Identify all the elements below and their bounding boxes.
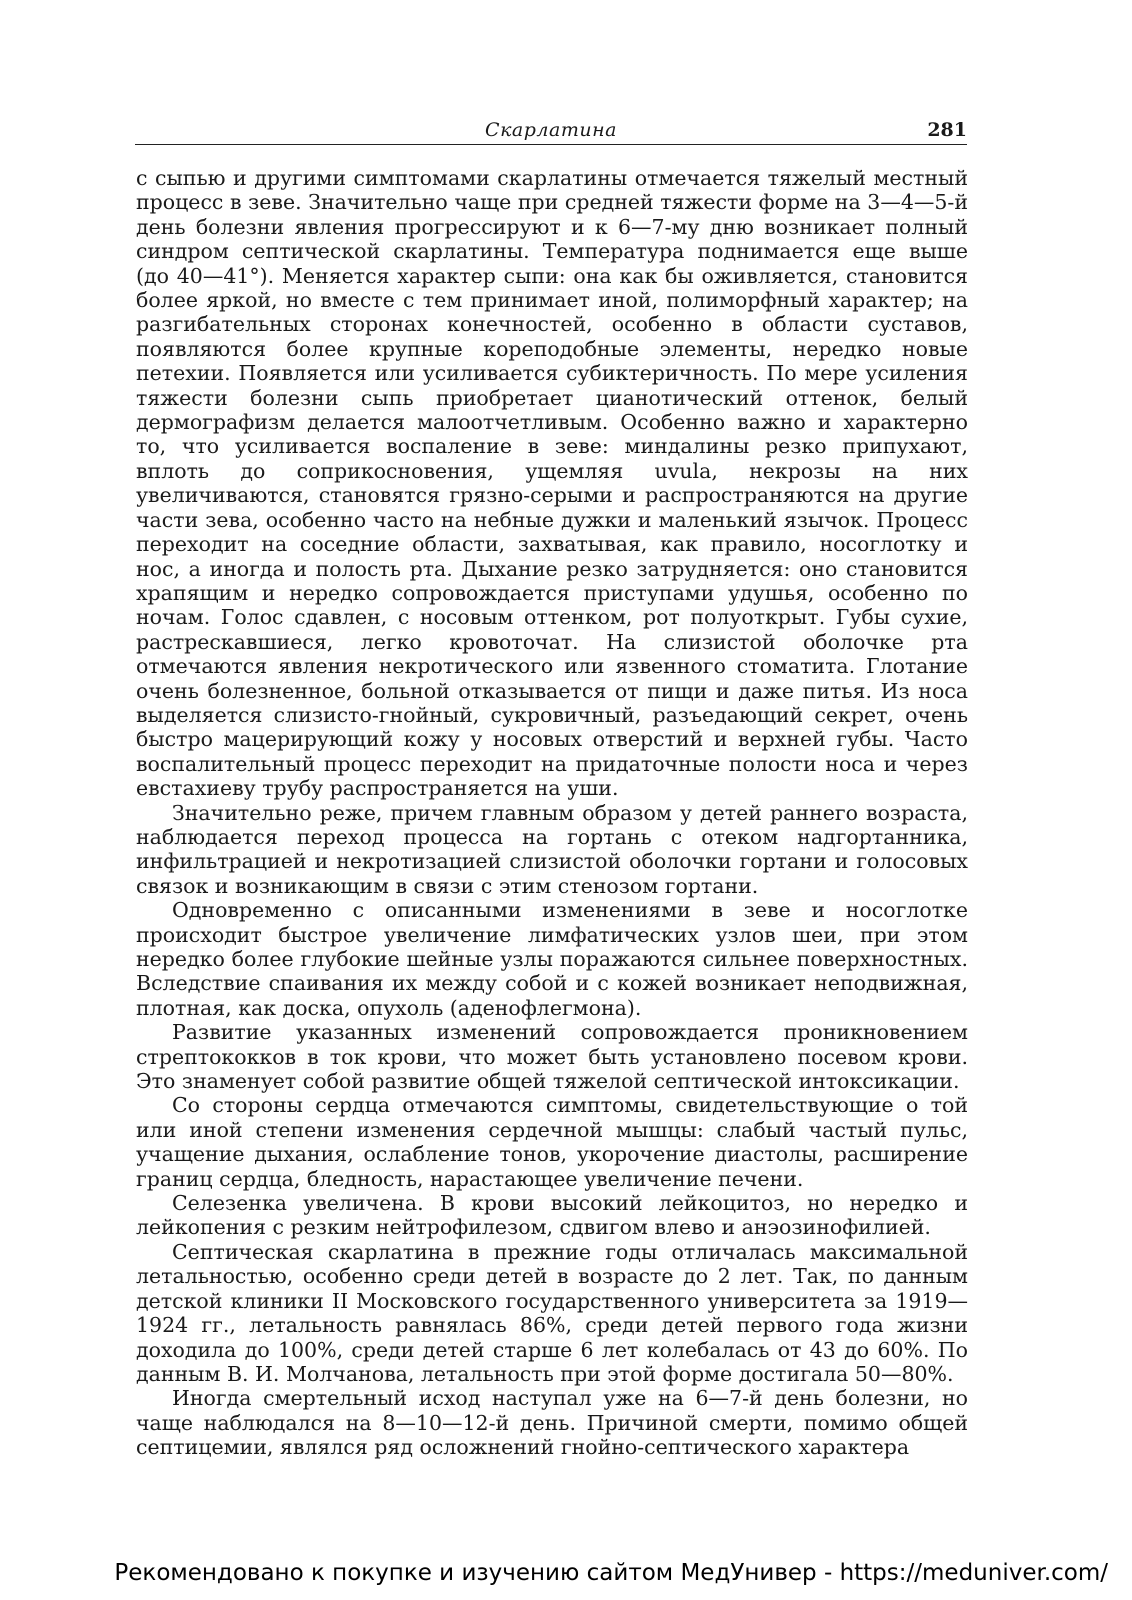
paragraph: с сыпью и другими симптомами скарлатины отмечается тяжелый местный процесс в зеве. Значительно чаще при средней тяжести форме на 3—4—5-й день болезни явления прогрессируют и к 6—7-му дню возникает полный синдром септической скарлатины. Температура поднимается еще выше (до 40—41°). Меняется характер сыпи: она как бы оживляется, становится более яркой, но вместе с тем принимает иной, полиморфный характер; на разгибательных сторонах конечностей, особенно в области суставов, появляются более крупные кореподобные элементы, нередко новые петехии. Появляется или усиливается субиктеричность. По мере усиления тяжести болезни сыпь приобретает цианотический оттенок, белый дермографизм делается малоотчетливым. Особенно важно и характерно то, что усиливается воспаление в зеве: миндалины резко припухают, вплоть до соприкосновения, ущемляя uvula, некрозы на них увеличиваются, становятся грязно-серыми и распространяются на другие части зева, особенно часто на небные дужки и маленький язычок. Процесс переходит на соседние области, захватывая, как правило, носоглотку и нос, а иногда и полость рта. Дыхание резко затрудняется: оно становится храпящим и нередко сопровождается приступами удушья, особенно по ночам. Голос сдавлен, с носовым оттенком, рот полуоткрыт. Губы сухие, растрескавшиеся, легко кровоточат. На слизистой оболочке рта отмечаются явления некротического или язвенного стоматита. Глотание очень болезненное, больной отказывается от пищи и даже питья. Из носа выделяется слизисто-гнойный, сукровичный, разъедающий секрет, очень быстро мацерирующий кожу у носовых отверстий и верхней губы. Часто воспалительный процесс переходит на придаточные полости носа и через евстахиеву трубу распространяется на уши. <box>136 166 968 801</box>
watermark-footer: Рекомендовано к покупке и изучению сайтом МедУнивер - https://meduniver.com/ <box>114 1560 1108 1586</box>
page-header <box>135 118 967 145</box>
paragraph: Селезенка увеличена. В крови высокий лейкоцитоз, но нередко и лейкопения с резким нейтрофилезом, сдвигом влево и анэозинофилией. <box>136 1191 968 1240</box>
page-number: 281 <box>927 119 967 141</box>
paragraph: Со стороны сердца отмечаются симптомы, свидетельствующие о той или иной степени изменения сердечной мышцы: слабый частый пульс, учащение дыхания, ослабление тонов, укорочение диастолы, расширение границ сердца, бледность, нарастающее увеличение печени. <box>136 1093 968 1191</box>
paragraph: Одновременно с описанными изменениями в зеве и носоглотке происходит быстрое увеличение лимфатических узлов шеи, при этом нередко более глубокие шейные узлы поражаются сильнее поверхностных. Вследствие спаивания их между собой и с кожей возникает неподвижная, плотная, как доска, опухоль (аденофлегмона). <box>136 898 968 1020</box>
running-title: Скарлатина <box>485 119 617 141</box>
paragraph: Развитие указанных изменений сопровождается проникновением стрептококков в ток крови, что может быть установлено посевом крови. Это знаменует собой развитие общей тяжелой септической интоксикации. <box>136 1020 968 1094</box>
paragraph: Иногда смертельный исход наступал уже на 6—7-й день болезни, но чаще наблюдался на 8—10—12-й день. Причиной смерти, помимо общей септицемии, являлся ряд осложнений гнойно-септического характера <box>136 1386 968 1460</box>
paragraph: Значительно реже, причем главным образом у детей раннего возраста, наблюдается переход процесса на гортань с отеком надгортанника, инфильтрацией и некротизацией слизистой оболочки гортани и голосовых связок и возникающим в связи с этим стенозом гортани. <box>136 800 968 898</box>
body-text <box>136 166 968 1460</box>
paragraph: Септическая скарлатина в прежние годы отличалась максимальной летальностью, особенно среди детей в возрасте до 2 лет. Так, по данным детской клиники II Московского государственного университета за 1919—1924 гг., летальность равнялась 86%, среди детей первого года жизни доходила до 100%, среди детей старше 6 лет колебалась от 43 до 60%. По данным В. И. Молчанова, летальность при этой форме достигала 50—80%. <box>136 1239 968 1386</box>
